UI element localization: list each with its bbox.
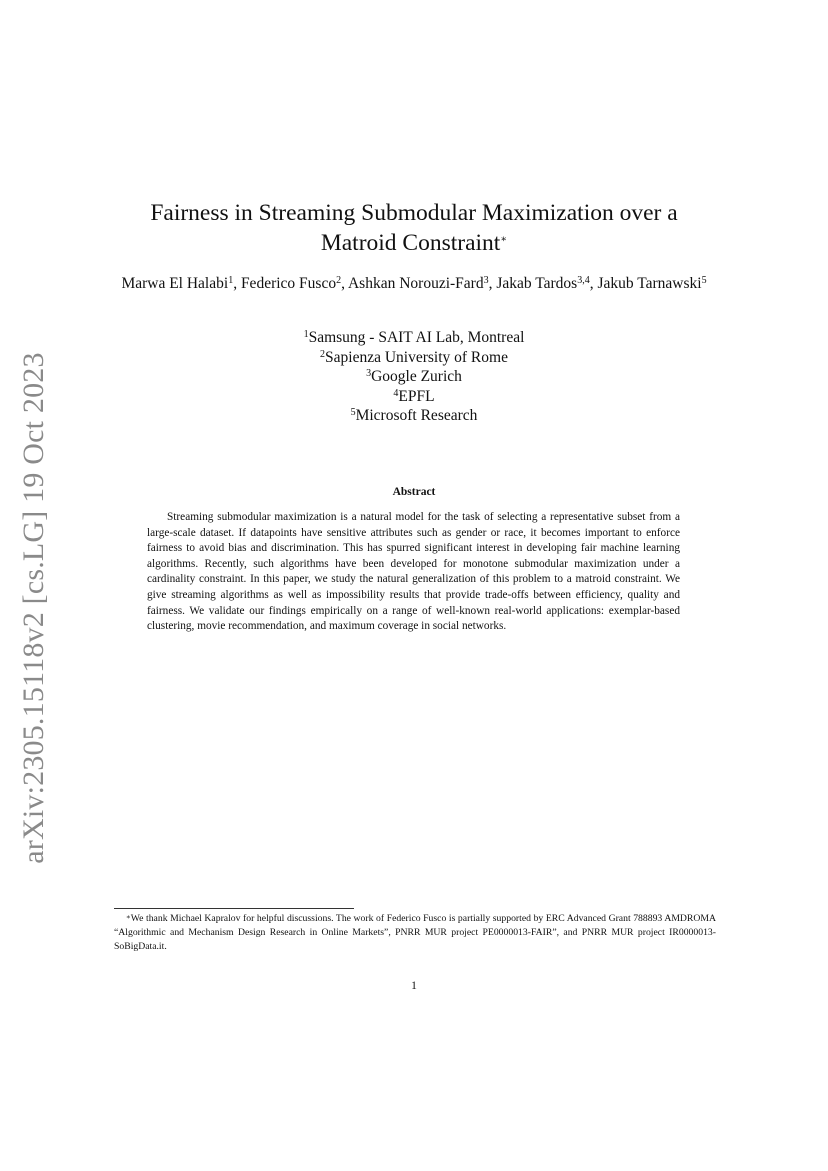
footnote-mark: ∗ [126,913,131,921]
title-footnote-mark: ∗ [500,234,508,245]
author-affiliation-mark: 2 [336,275,342,286]
affiliation-3 [214,367,614,387]
author-affiliation-mark: 5 [701,275,707,286]
author-5 [597,275,706,292]
author-list [118,274,710,294]
abstract-body: Streaming submodular maximization is a natural model for the task of selecting a representative subset from a large-scale dataset. If datapoints have sensitive attributes such as gender or race, it becomes important to enforce fairness to avoid bias and discrimination. This has spurred significant interest in developing fair machine learning algorithms. Recently, such algorithms have been developed for monotone submodular maximization under a cardinality constraint. In this paper, we study the natural generalization of this problem to a matroid constraint. We give streaming algorithms as well as impossibility results that provide trade-offs between efficiency, quality and fairness. We validate our findings empirically on a range of well-known real-world applications: exemplar-based clustering, movie recommendation, and maximum coverage in social networks. [147,511,680,633]
author-name: Marwa El Halabi [121,275,229,292]
author-3 [348,275,496,292]
author-name: Jakub Tarnawski [597,275,702,292]
author-4 [496,275,597,292]
affiliation-text: Samsung - SAIT AI Lab, Montreal [308,329,525,346]
affiliation-mark: 4 [393,387,399,399]
author-affiliation-mark: 1 [228,275,234,286]
affiliation-text: Sapienza University of Rome [325,348,508,366]
footnote-divider [114,908,354,909]
abstract-heading: Abstract [392,486,436,498]
title-line-1: Fairness in Streaming Submodular Maximization over a [150,200,678,226]
affiliation-4 [214,387,614,407]
author-separator: , [488,275,497,292]
affiliation-5 [214,406,614,426]
author-affiliation-mark: 3,4 [577,275,590,286]
author-2 [241,275,348,292]
affiliation-1 [214,328,614,348]
author-separator: , [341,275,348,292]
arxiv-identifier-stamp: arXiv:2305.15118v2 [cs.LG] 19 Oct 2023 [17,352,50,864]
author-separator: , [589,275,598,292]
affiliation-text: Microsoft Research [355,407,478,424]
author-name: Jakab Tardos [496,275,578,292]
author-name: Federico Fusco [240,275,337,292]
author-affiliation-mark: 3 [483,275,489,286]
author-1 [121,275,241,292]
author-separator: , [233,275,241,292]
paper-title [110,198,718,258]
author-name: Ashkan Norouzi-Fard [347,275,484,292]
affiliation-text: EPFL [398,387,435,405]
affiliation-mark: 3 [366,368,372,379]
affiliation-mark: 1 [303,329,309,340]
affiliation-mark: 2 [320,348,326,360]
page-number: 1 [411,980,417,992]
affiliation-text: Google Zurich [371,368,462,385]
affiliation-list [214,328,614,426]
affiliation-2 [214,348,614,368]
footnote [114,912,716,954]
affiliation-mark: 5 [350,407,356,418]
footnote-text: We thank Michael Kapralov for helpful discussions. The work of Federico Fusco is partially supported by ERC Advanced Grant 788893 AMDROMA “Algorithmic and Mechanism Design Research in Online Markets”, PNRR MUR project PE0000013-FAIR”, and PNRR MUR project IR0000013-SoBigData.it. [114,913,716,952]
title-line-2: Matroid Constraint [320,230,501,256]
